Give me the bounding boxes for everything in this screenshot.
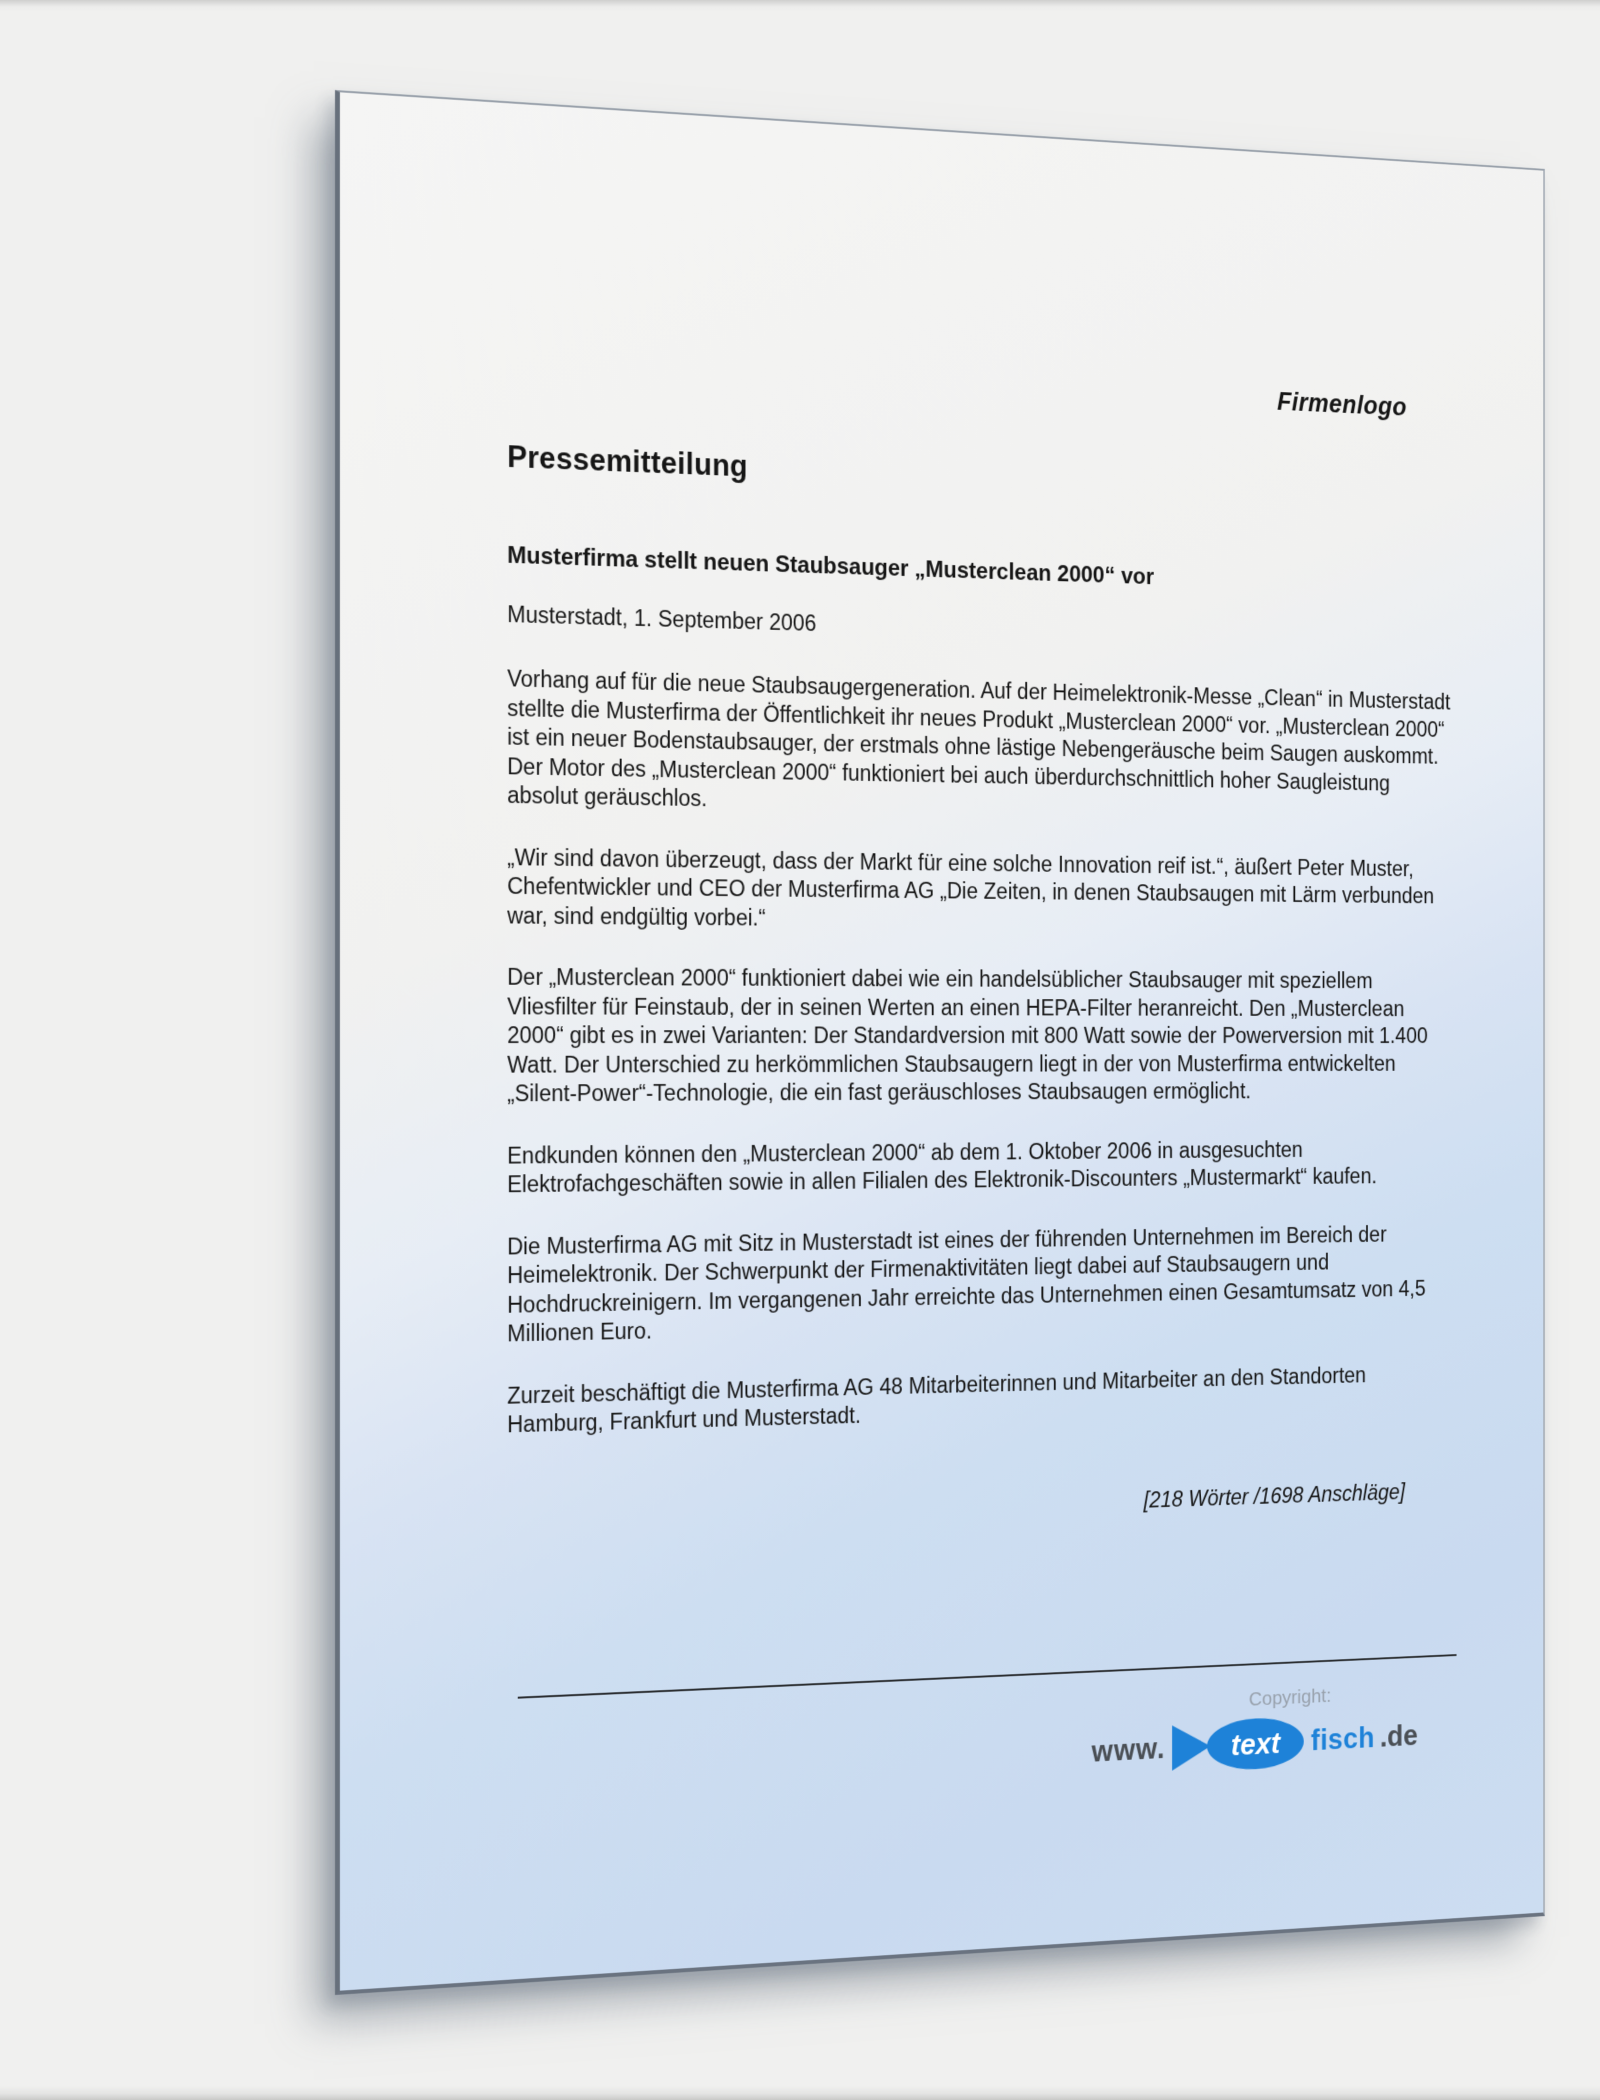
subject-line: Musterfirma stellt neuen Staubsauger „Musterclean 2000“ vor <box>507 541 1154 590</box>
paragraph-intro: Vorhang auf für die neue Staubsaugergeneration. Auf der Heimelektronik-Messe „Clean“ in Musterstadt stellte die Musterfirma der Öffentlichkeit ihr neues Produkt „Musterclean 2000“ vor. „Musterclean 2000“ ist ein neuer Bodenstaubsauger, der erstmals ohne lästige Nebengeräusche beim Saugen auskommt. Der Motor des „Musterclean 2000“ funktioniert bei auch überdurchschnittlich hoher Saugleistung absolut geräuschlos. <box>507 665 1451 812</box>
paragraph-company-profile: Die Musterfirma AG mit Sitz in Musterstadt ist eines der führenden Unternehmen im Bereich der Heimelektronik. Der Schwerpunkt der Firmenaktivitäten liegt dabei auf Staubsaugern und Hochdruckreinigern. Im vergangenen Jahr erreichte das Unternehmen einen Gesamtumsatz von 4,5 Millionen Euro. <box>507 1221 1426 1347</box>
logo-fisch-text: fisch <box>1310 1720 1375 1757</box>
paragraph-employees: Zurzeit beschäftigt die Musterfirma AG 48 Mitarbeiterinnen und Mitarbeiter an den Standorten Hamburg, Frankfurt und Musterstadt. <box>507 1362 1367 1438</box>
paragraph-quote: „Wir sind davon überzeugt, dass der Markt für eine solche Innovation reif ist.“, äußert Peter Muster, Chefentwickler und CEO der Musterfirma AG „Die Zeiten, in denen Staubsaugen mit Lärm verbunden war, sind endgültig vorbei.“ <box>507 843 1435 930</box>
copyright-label: Copyright: <box>1248 1684 1332 1711</box>
company-logo-placeholder: Firmenlogo <box>1277 387 1407 422</box>
logo-tld-text: .de <box>1379 1718 1418 1754</box>
document-title: Pressemitteilung <box>507 439 748 484</box>
document-page <box>335 90 1545 1995</box>
backdrop-bottom-edge <box>0 2086 1600 2100</box>
word-count-note: [218 Wörter /1698 Anschläge] <box>1143 1478 1406 1512</box>
logo-www-prefix: www. <box>1091 1731 1166 1769</box>
fish-icon <box>1169 1712 1308 1777</box>
document-content <box>340 92 1543 1541</box>
paragraph-product-details: Der „Musterclean 2000“ funktioniert dabei wie ein handelsüblicher Staubsauger mit speziellem Vliesfilter für Feinstaub, der in seinen Werten an einen HEPA-Filter heranreicht. Den „Musterclean 2000“ gibt es in zwei Varianten: Der Standardversion mit 800 Watt sowie der Powerversion mit 1.400 Watt. Der Unterschied zu herkömmlichen Staubsaugern liegt in der von Musterfirma entwickelten „Silent-Power“-Technologie, die ein fast geräuschloses Staubsaugen ermöglicht. <box>507 963 1428 1107</box>
dateline: Musterstadt, 1. September 2006 <box>507 601 817 636</box>
paragraph-availability: Endkunden können den „Musterclean 2000“ ab dem 1. Oktober 2006 in ausgesuchten Elektrofachgeschäften sowie in allen Filialen des Elektronik-Discounters „Mustermarkt“ kaufen. <box>507 1136 1377 1198</box>
logo-fish-text: text <box>1231 1725 1281 1762</box>
backdrop-top-edge <box>0 0 1600 12</box>
